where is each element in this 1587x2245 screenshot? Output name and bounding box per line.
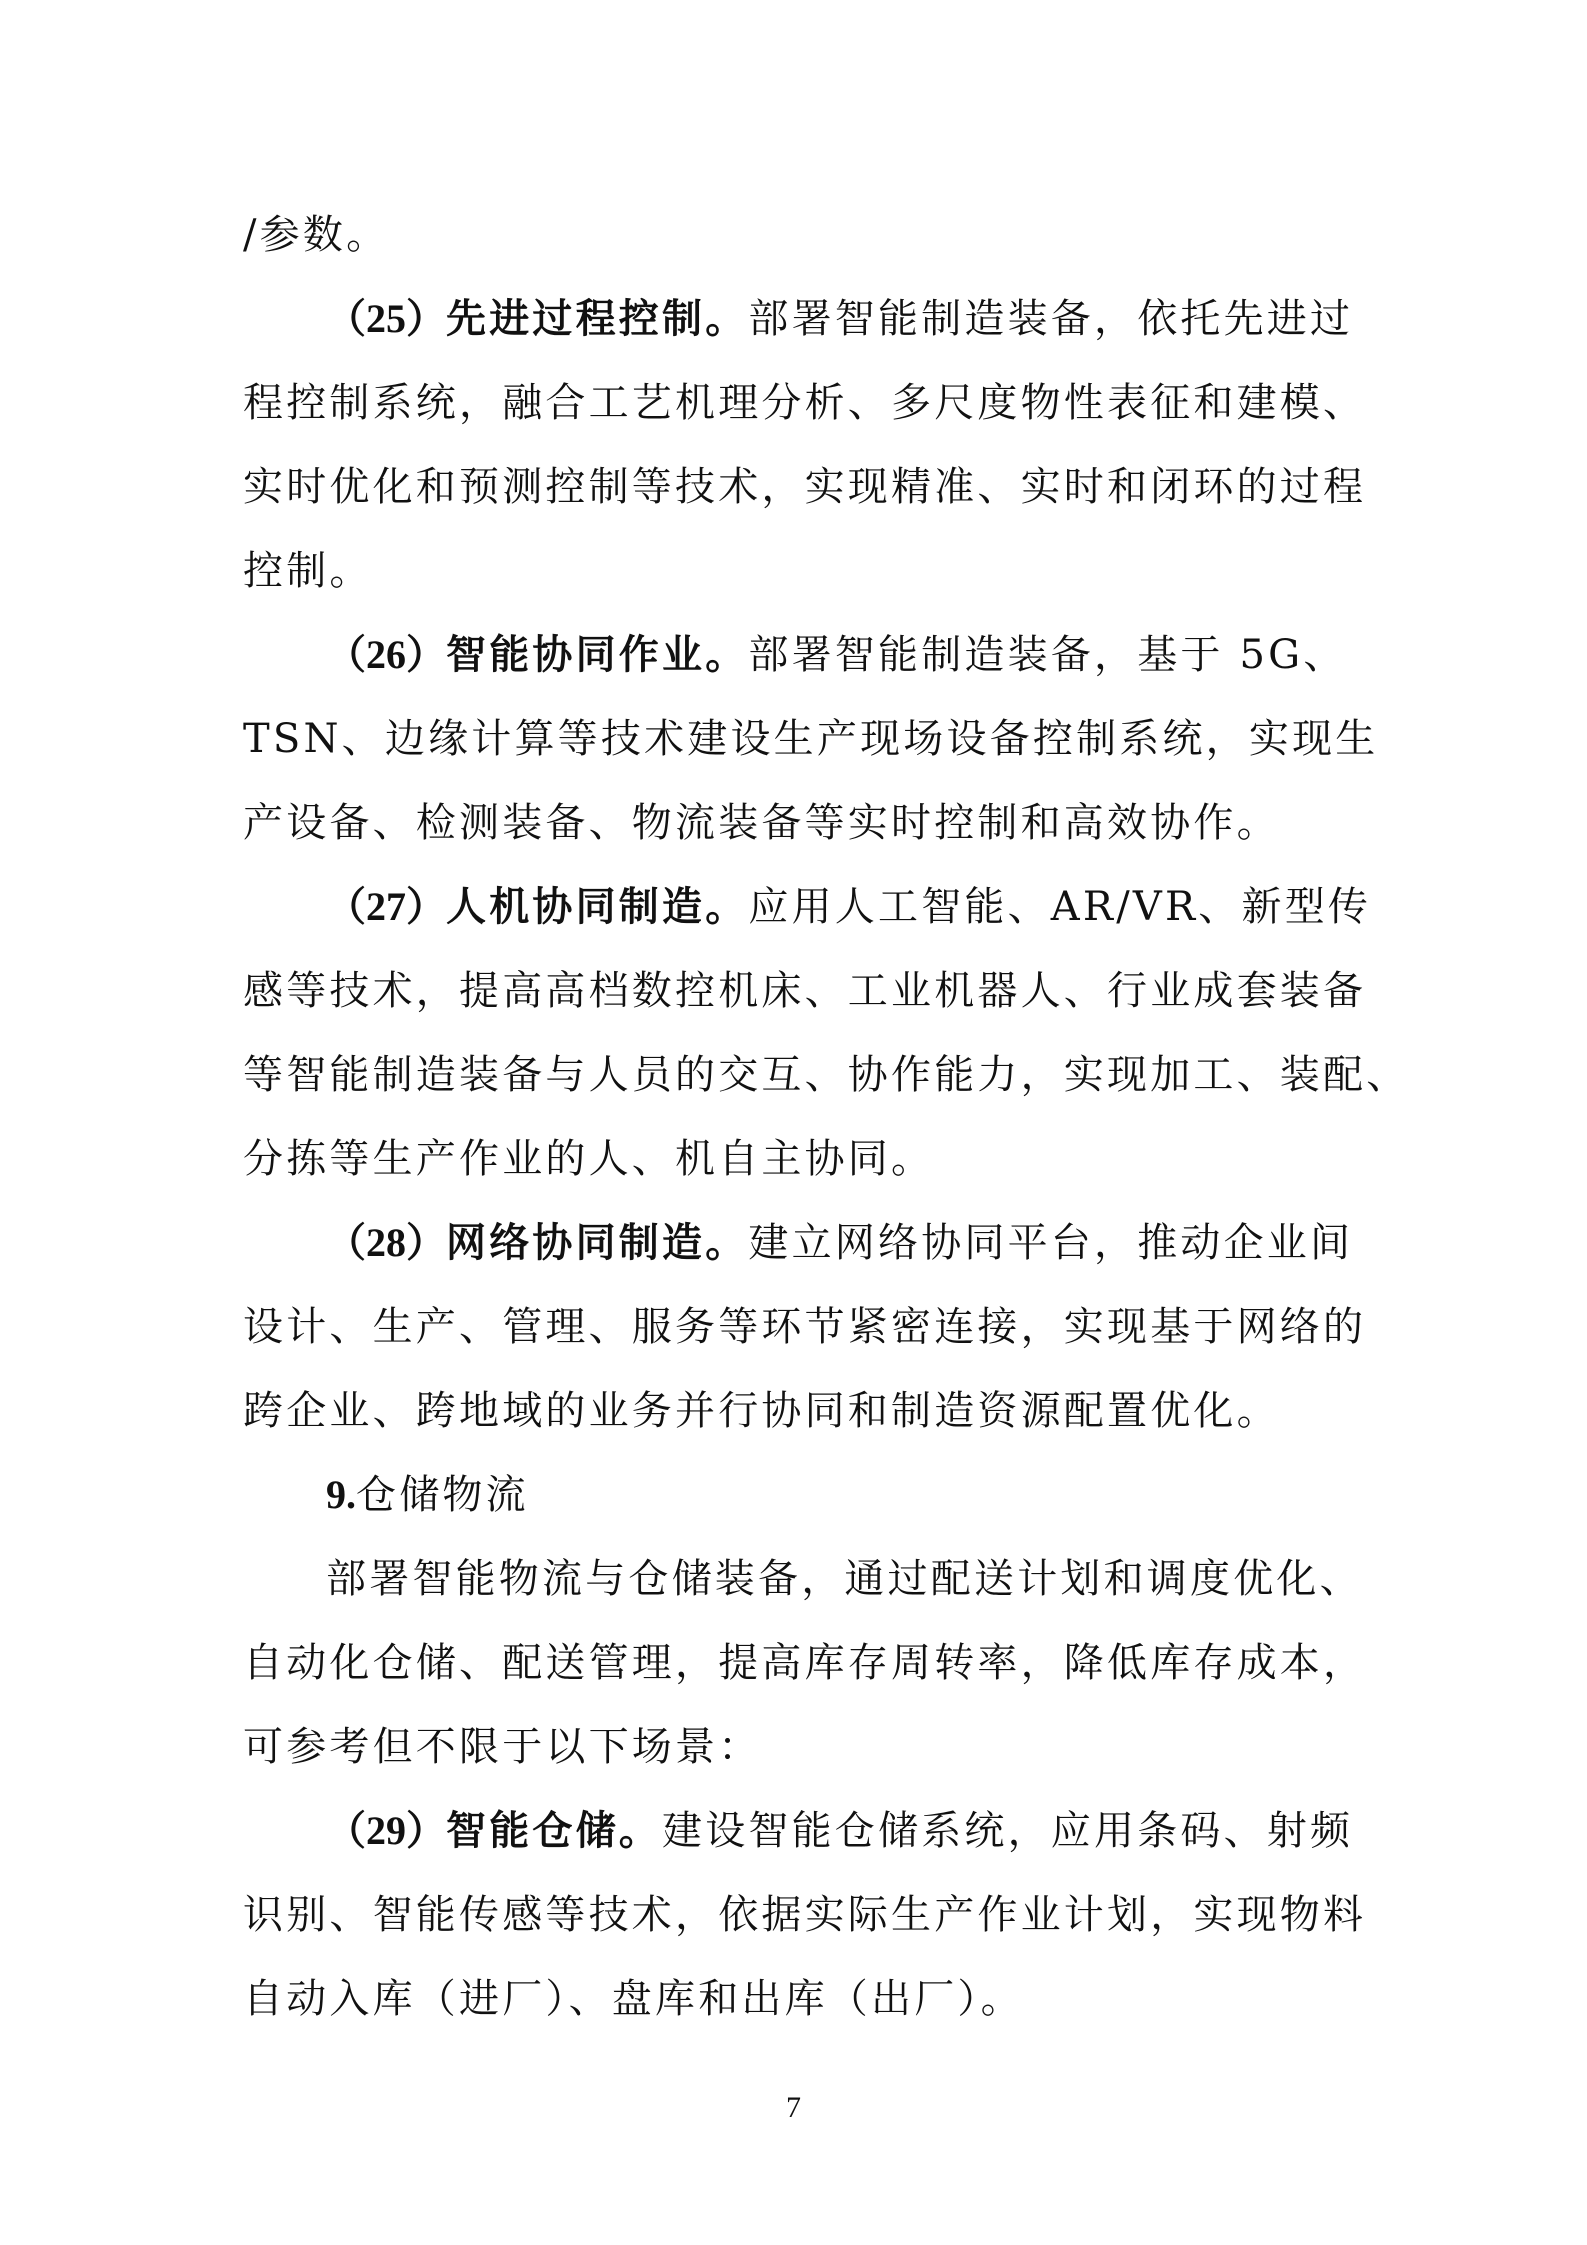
paragraph-27-first-line xyxy=(326,878,1426,936)
text-run: /参数。 xyxy=(243,212,390,258)
text-line xyxy=(243,794,1343,852)
item-heading: 先进过程控制。 xyxy=(446,295,749,342)
text-run: 建设智能仓储系统，应用条码、射频 xyxy=(662,1808,1354,1854)
text-run: 控制。 xyxy=(243,548,373,594)
text-run: 设计、生产、管理、服务等环节紧密连接，实现基于网络的 xyxy=(243,1304,1367,1350)
text-run: 部署智能制造装备，基于 5G、 xyxy=(748,632,1347,678)
text-line xyxy=(243,1886,1367,1944)
text-run: 等智能制造装备与人员的交互、协作能力，实现加工、装配、 xyxy=(243,1052,1410,1098)
text-line xyxy=(243,1970,1343,2028)
item-number: （27） xyxy=(326,884,446,929)
text-line xyxy=(243,962,1367,1020)
text-run: 自动入库（进厂）、盘库和出库（出厂）。 xyxy=(243,1976,1024,2022)
text-line xyxy=(243,1298,1367,1356)
text-line xyxy=(243,542,1343,600)
text-run: 建立网络协同平台，推动企业间 xyxy=(748,1220,1354,1266)
text-line xyxy=(243,1634,1367,1692)
text-line xyxy=(326,1550,1426,1608)
text-line xyxy=(243,374,1367,432)
item-number: （25） xyxy=(326,296,446,341)
item-heading: 人机协同制造。 xyxy=(446,883,749,930)
text-run: 分拣等生产作业的人、机自主协同。 xyxy=(243,1136,935,1182)
text-run: 实时优化和预测控制等技术，实现精准、实时和闭环的过程 xyxy=(243,464,1367,510)
text-run: 识别、智能传感等技术，依据实际生产作业计划，实现物料 xyxy=(243,1892,1367,1938)
item-heading: 网络协同制造。 xyxy=(446,1219,749,1266)
text-run: 感等技术，提高高档数控机床、工业机器人、行业成套装备 xyxy=(243,968,1367,1014)
paragraph-28-first-line xyxy=(326,1214,1426,1272)
text-run: 应用人工智能、AR/VR、新型传 xyxy=(748,884,1372,930)
section-number: 9. xyxy=(326,1472,356,1517)
section-heading xyxy=(326,1466,1426,1524)
paragraph-29-first-line xyxy=(326,1802,1426,1860)
text-line xyxy=(243,1130,1343,1188)
page-number: 7 xyxy=(786,2091,801,2124)
text-run: 产设备、检测装备、物流装备等实时控制和高效协作。 xyxy=(243,800,1280,846)
text-line xyxy=(243,206,1343,264)
text-run: 部署智能制造装备，依托先进过 xyxy=(748,296,1354,342)
section-title: 仓储物流 xyxy=(356,1472,529,1518)
text-run: 部署智能物流与仓储装备，通过配送计划和调度优化、 xyxy=(326,1556,1363,1602)
text-run: 程控制系统，融合工艺机理分析、多尺度物性表征和建模、 xyxy=(243,380,1367,426)
text-run: 可参考但不限于以下场景： xyxy=(243,1724,762,1770)
text-line xyxy=(243,1382,1343,1440)
text-line xyxy=(243,458,1367,516)
paragraph-25-first-line xyxy=(326,290,1426,348)
text-run: TSN、边缘计算等技术建设生产现场设备控制系统，实现生 xyxy=(243,716,1379,762)
text-line xyxy=(243,710,1379,768)
text-run: 自动化仓储、配送管理，提高库存周转率，降低库存成本， xyxy=(243,1640,1367,1686)
text-line xyxy=(243,1718,1343,1776)
item-number: （28） xyxy=(326,1220,446,1265)
text-line xyxy=(243,1046,1410,1104)
item-number: （26） xyxy=(326,632,446,677)
item-number: （29） xyxy=(326,1808,446,1853)
text-run: 跨企业、跨地域的业务并行协同和制造资源配置优化。 xyxy=(243,1388,1280,1434)
item-heading: 智能仓储。 xyxy=(446,1807,662,1854)
paragraph-26-first-line xyxy=(326,626,1426,684)
item-heading: 智能协同作业。 xyxy=(446,631,749,678)
